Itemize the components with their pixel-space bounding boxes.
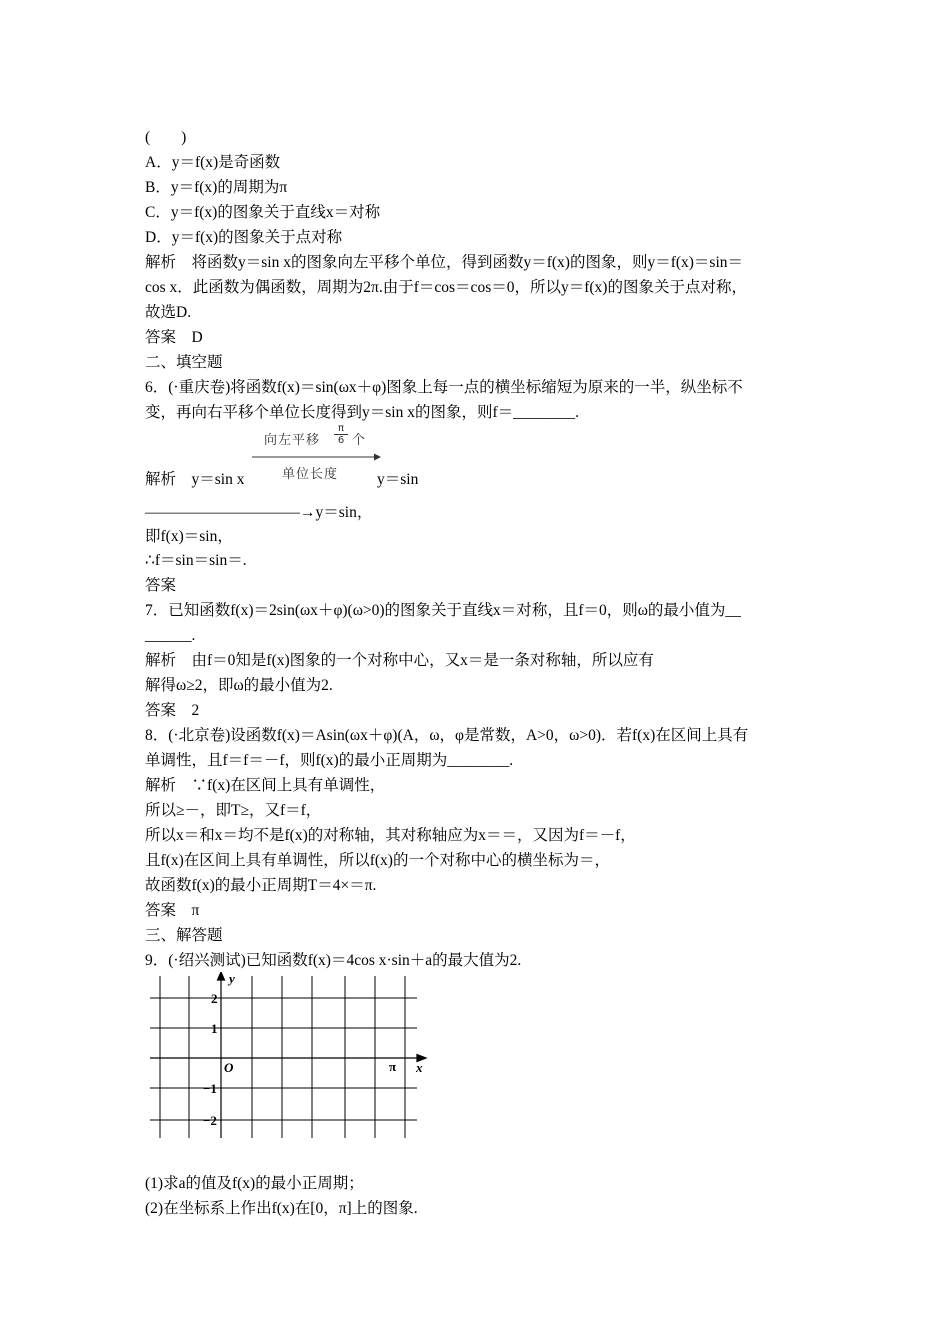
answer-7: 答案 2 <box>145 702 200 719</box>
answer-8: 答案 π <box>145 902 200 919</box>
y-tick-label: 2 <box>211 991 218 1006</box>
x-axis-label: x <box>416 1060 423 1075</box>
analysis-line-1: 解析 将函数y＝sin x的图象向左平移个单位，得到函数y＝f(x)的图象，则y＝f(x)＝sin＝ <box>145 254 744 271</box>
arrow-fraction <box>334 423 348 446</box>
section-solve: 三、解答题 <box>145 927 223 944</box>
arrow-top-suffix: 个 <box>352 433 367 448</box>
grid-lines <box>150 976 417 1138</box>
option-c: C．y＝f(x)的图象关于直线x＝对称 <box>145 204 381 221</box>
option-a: A．y＝f(x)是奇函数 <box>145 154 281 171</box>
pi-tick-label: π <box>389 1059 397 1074</box>
question-9-part-1: (1)求a的值及f(x)的最小正周期； <box>145 1175 364 1192</box>
arrow-bottom-text: 单位长度 <box>282 467 339 482</box>
analysis-6-line-4: ∴f＝sin＝sin＝. <box>145 552 247 569</box>
question-7-line-2: ______. <box>145 627 196 644</box>
grid-svg <box>145 972 435 1142</box>
y-tick-label: −1 <box>203 1081 217 1096</box>
analysis-line-2: cos x．此函数为偶函数，周期为2π.由于f＝cos＝cos＝0，所以y＝f(x)的图象关于点对称， <box>145 279 747 296</box>
analysis-8-line-4: 且f(x)在区间上具有单调性，所以f(x)的一个对称中心的横坐标为＝， <box>145 852 610 869</box>
analysis-line-3: 故选D. <box>145 304 192 321</box>
analysis-7-line-2: 解得ω≥2，即ω的最小值为2. <box>145 677 333 694</box>
coordinate-grid <box>145 972 435 1142</box>
analysis-8-line-5: 故函数f(x)的最小正周期T＝4×＝π. <box>145 877 377 894</box>
y-tick-label: −2 <box>203 1113 217 1128</box>
option-d: D．y＝f(x)的图象关于点对称 <box>145 229 343 246</box>
axes <box>150 972 426 1138</box>
analysis-8-line-2: 所以≥－，即T≥，又f＝f， <box>145 802 322 819</box>
y-axis-label: y <box>229 972 235 986</box>
origin-label: O <box>224 1060 234 1075</box>
question-6-line-2: 变，再向右平移个单位长度得到y＝sin x的图象，则f＝________. <box>145 404 580 421</box>
arrow-line-icon <box>252 452 382 462</box>
analysis-7-line-1: 解析 由f＝0知是f(x)图象的一个对称中心，又x＝是一条对称轴，所以应有 <box>145 652 654 669</box>
analysis-6-result: y＝sin <box>377 471 419 488</box>
answer-6: 答案 <box>145 577 177 594</box>
fraction-numerator: π <box>334 423 348 435</box>
answer-blank: ( ) <box>145 129 187 146</box>
section-fill-blank: 二、填空题 <box>145 354 223 371</box>
question-8-line-2: 单调性，且f＝f＝－f，则f(x)的最小正周期为________. <box>145 752 514 769</box>
question-8-line-1: 8．(·北京卷)设函数f(x)＝Asin(ωx＋φ)(A，ω，φ是常数，A>0，ω>0)．若f(x)在区间上具有 <box>145 727 749 744</box>
answer-5: 答案 D <box>145 329 203 346</box>
question-6-line-1: 6．(·重庆卷)将函数f(x)＝sin(ωx＋φ)图象上每一点的横坐标缩短为原来的一半，纵坐标不 <box>145 379 743 396</box>
question-7-line-1: 7．已知函数f(x)＝2sin(ωx＋φ)(ω>0)的图象关于直线x＝对称，且f＝0，则ω的最小值为__ <box>145 602 741 619</box>
question-9-part-2: (2)在坐标系上作出f(x)在[0，π]上的图象. <box>145 1200 418 1217</box>
y-tick-label: 1 <box>211 1021 218 1036</box>
analysis-6-arrow-line: ——————————→y＝sin， <box>145 504 373 521</box>
analysis-6-start: 解析 y＝sin x <box>145 471 245 488</box>
analysis-6-line-3: 即f(x)＝sin， <box>145 528 233 545</box>
analysis-8-line-1: 解析 ∵f(x)在区间上具有单调性， <box>145 777 386 794</box>
arrow-top-text: 向左平移 <box>264 433 321 448</box>
analysis-8-line-3: 所以x＝和x＝均不是f(x)的对称轴，其对称轴应为x＝＝，又因为f＝－f， <box>145 827 636 844</box>
option-b: B．y＝f(x)的周期为π <box>145 179 288 196</box>
transform-arrow <box>252 423 382 482</box>
question-9: 9．(·绍兴测试)已知函数f(x)＝4cos x·sin＋a的最大值为2. <box>145 952 522 969</box>
fraction-denominator: 6 <box>337 435 345 446</box>
